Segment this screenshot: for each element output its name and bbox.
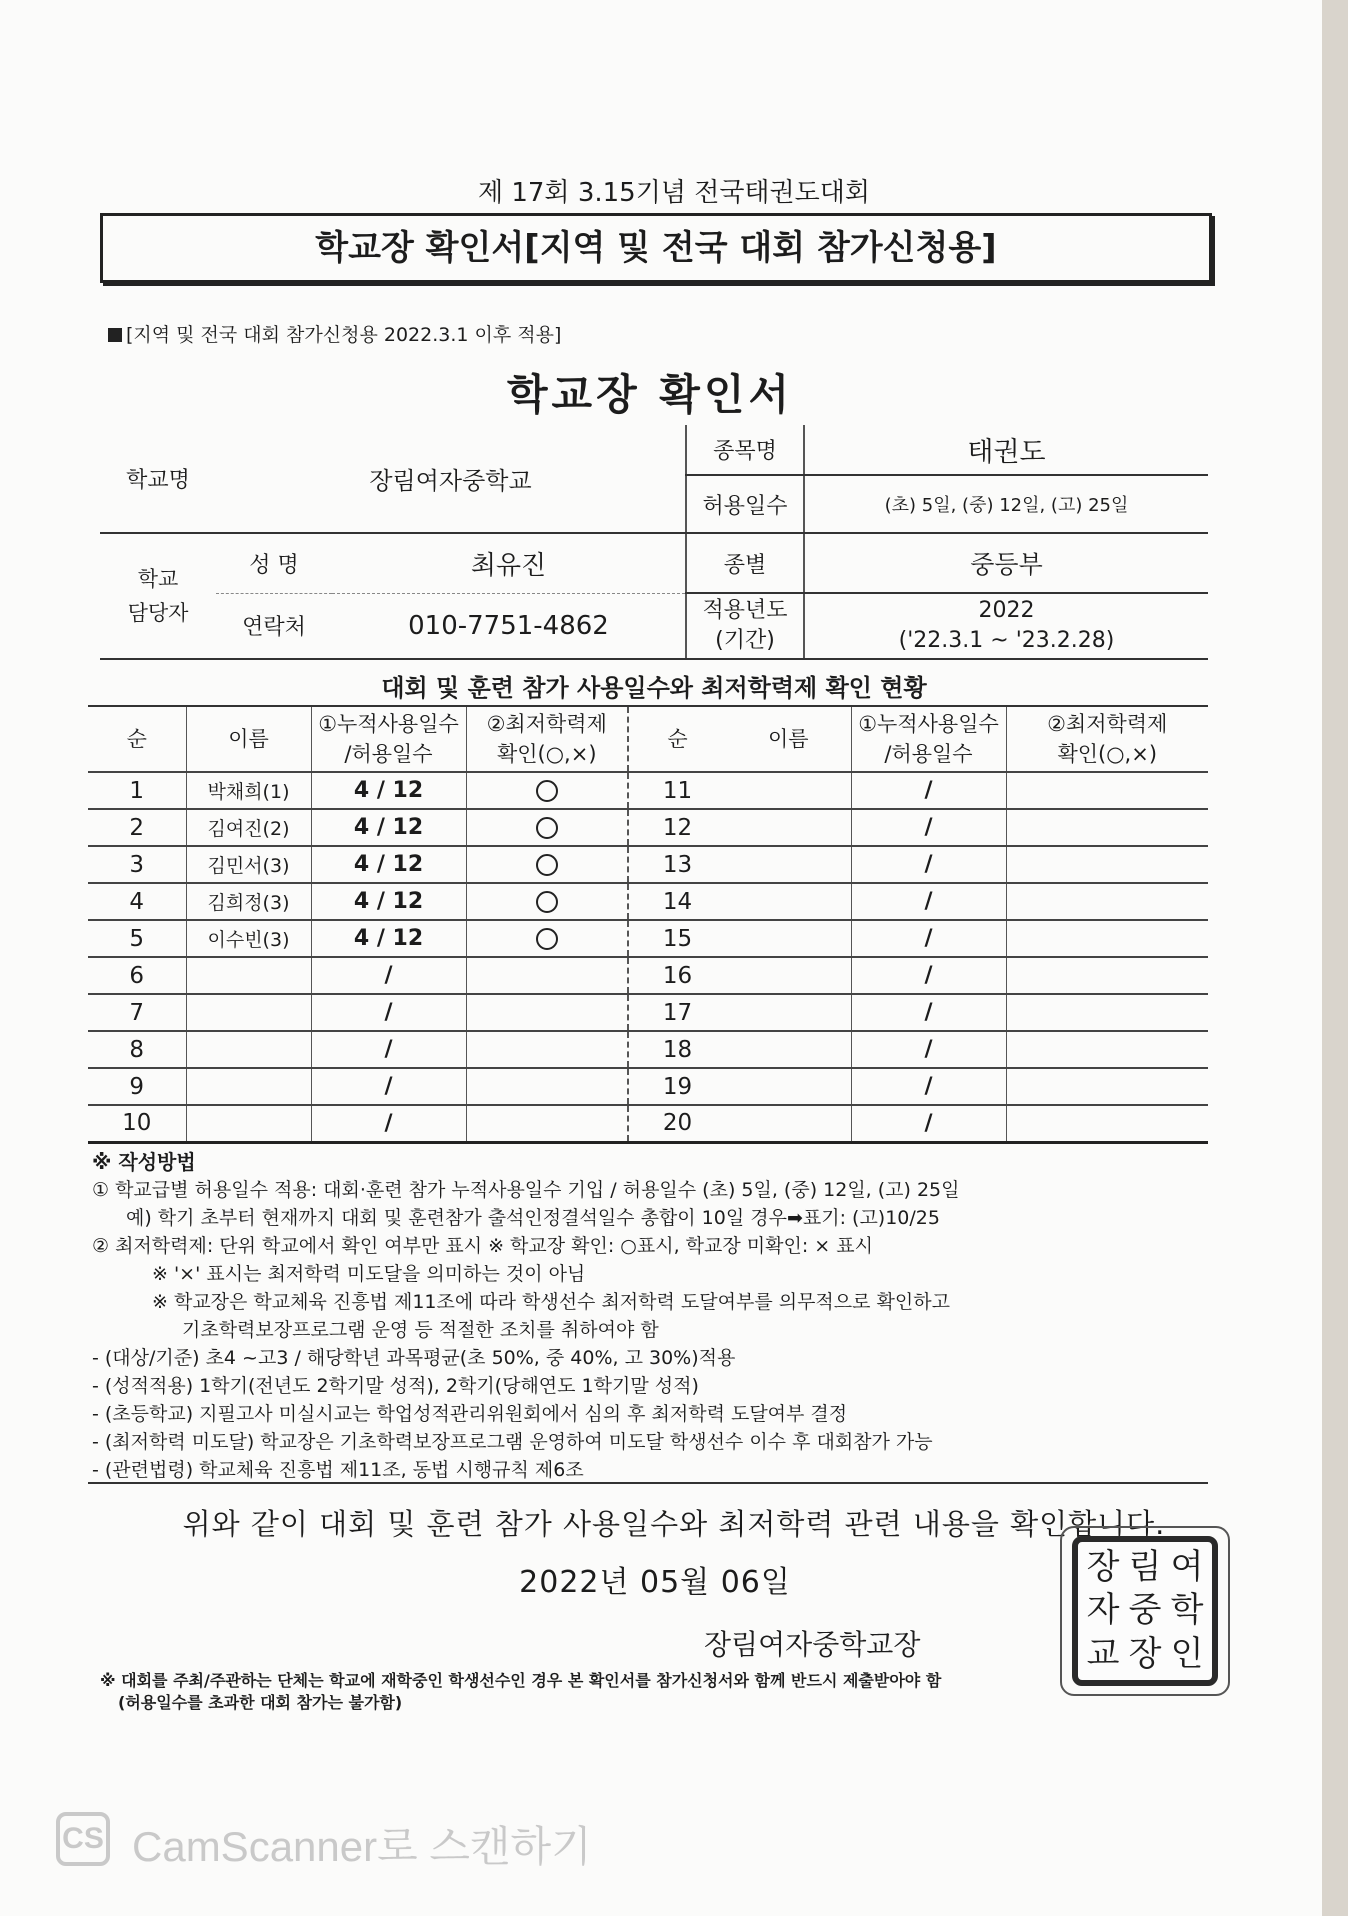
row-no: 10 xyxy=(88,1105,186,1142)
row-check-2 xyxy=(1006,883,1208,920)
row-days-2: / xyxy=(851,1105,1006,1142)
row-check xyxy=(466,883,628,920)
row-no-2: 13 xyxy=(628,846,726,883)
row-days-2: / xyxy=(851,809,1006,846)
row-check xyxy=(466,1105,628,1142)
table-header-row xyxy=(88,706,1208,772)
row-no-2: 15 xyxy=(628,920,726,957)
row-used: 4 xyxy=(353,815,370,840)
contact-group-label xyxy=(100,533,216,659)
allowed-days-label: 허용일수 xyxy=(686,475,804,533)
row-allowed: 12 xyxy=(392,889,424,914)
row-days: 4 / 12 xyxy=(311,846,466,883)
instruction-note-principal-cont: 기초학력보장프로그램 운영 등 적절한 조치를 취하여야 함 xyxy=(182,1319,659,1341)
row-no: 5 xyxy=(88,920,186,957)
divider xyxy=(88,1482,1208,1484)
contact-group-line2: 담당자 xyxy=(127,601,189,625)
row-days: / xyxy=(311,994,466,1031)
row-no-2: 16 xyxy=(628,957,726,994)
year-value-line1: 2022 xyxy=(978,598,1035,623)
row-name-2 xyxy=(726,846,851,883)
table-row xyxy=(88,772,1208,809)
header-days-2-line2: /허용일수 xyxy=(884,742,973,766)
main-title: 학교장 확인서 xyxy=(506,370,794,419)
confirmation-date: 2022년 05월 06일 xyxy=(519,1565,791,1600)
phone-label: 연락처 xyxy=(216,593,332,659)
table-row xyxy=(88,994,1208,1031)
instruction-grades: - (성적적용) 1학기(전년도 2학기말 성적), 2학기(당해연도 1학기말 성적) xyxy=(92,1375,699,1397)
row-check-2 xyxy=(1006,920,1208,957)
header-days-line2: /허용일수 xyxy=(344,742,433,766)
row-no: 7 xyxy=(88,994,186,1031)
instructions-heading: ※ 작성방법 xyxy=(92,1150,196,1174)
row-days-2: / xyxy=(851,846,1006,883)
instruction-note-principal: ※ 학교장은 학교체육 진흥법 제11조에 따라 학생선수 최저학력 도달여부를 의무적으로 확인하고 xyxy=(152,1291,950,1313)
school-label: 학교명 xyxy=(100,425,216,533)
instruction-note-x: ※ '×' 표시는 최저학력 미도달을 의미하는 것이 아님 xyxy=(152,1263,586,1285)
row-used: 4 xyxy=(353,889,370,914)
row-check xyxy=(466,846,628,883)
row-name-2 xyxy=(726,772,851,809)
year-label-line2: (기간) xyxy=(715,628,775,653)
school-seal xyxy=(1072,1536,1218,1686)
footer-line1: ※ 대회를 주최/주관하는 단체는 학교에 재학중인 학생선수인 경우 본 확인서를 참가신청서와 함께 반드시 제출받아야 함 xyxy=(100,1671,942,1690)
header-name-2: 이름 xyxy=(726,706,851,772)
signer-name: 장림여자중학교장 xyxy=(704,1628,921,1661)
row-name: 이수빈(3) xyxy=(186,920,311,957)
row-no-2: 12 xyxy=(628,809,726,846)
header-days-line1: ①누적사용일수 xyxy=(318,712,459,736)
row-no-2: 17 xyxy=(628,994,726,1031)
row-days: / xyxy=(311,1068,466,1105)
instruction-1: ① 학교급별 허용일수 적용: 대회·훈련 참가 누적사용일수 기입 / 허용일수 (초) 5일, (중) 12일, (고) 25일 xyxy=(92,1179,960,1201)
row-name xyxy=(186,1031,311,1068)
row-no: 6 xyxy=(88,957,186,994)
row-days-2: / xyxy=(851,1031,1006,1068)
row-name-2 xyxy=(726,1068,851,1105)
seal-char: 자 xyxy=(1086,1590,1120,1631)
row-allowed: 12 xyxy=(392,926,424,951)
row-name xyxy=(186,994,311,1031)
row-days-2: / xyxy=(851,772,1006,809)
footer-line2: (허용일수를 초과한 대회 참가는 불가함) xyxy=(118,1693,403,1712)
row-allowed: 12 xyxy=(392,852,424,877)
contact-group-line1: 학교 xyxy=(137,567,179,591)
row-name-2 xyxy=(726,957,851,994)
instruction-2: ② 최저학력제: 단위 학교에서 확인 여부만 표시 ※ 학교장 확인: ○표시, 학교장 미확인: × 표시 xyxy=(92,1235,873,1257)
level-label: 종별 xyxy=(686,533,804,593)
table-row xyxy=(88,920,1208,957)
row-days: 4 / 12 xyxy=(311,883,466,920)
row-check-2 xyxy=(1006,1031,1208,1068)
event-title: 제 17회 3.15기념 전국태권도대회 xyxy=(477,178,871,208)
camscanner-logo-icon: CS xyxy=(56,1812,110,1866)
row-name-2 xyxy=(726,883,851,920)
seal-char: 장 xyxy=(1086,1547,1120,1587)
header-days-2 xyxy=(851,706,1006,772)
sport-label: 종목명 xyxy=(686,425,804,475)
row-name-2 xyxy=(726,920,851,957)
row-no-2: 11 xyxy=(628,772,726,809)
row-name xyxy=(186,1068,311,1105)
instruction-elementary: - (초등학교) 지필고사 미실시교는 학업성적관리위원회에서 심의 후 최저학력 도달여부 결정 xyxy=(92,1403,848,1425)
year-value-line2: ('22.3.1 ~ '23.2.28) xyxy=(898,628,1115,653)
row-check-2 xyxy=(1006,994,1208,1031)
row-check-2 xyxy=(1006,846,1208,883)
instruction-unmet: - (최저학력 미도달) 학교장은 기초학력보장프로그램 운영하여 미도달 학생선수 이수 후 대회참가 가능 xyxy=(92,1431,933,1453)
row-used: 4 xyxy=(353,852,370,877)
row-name: 김여진(2) xyxy=(186,809,311,846)
check-circle-icon xyxy=(536,928,558,950)
row-check xyxy=(466,772,628,809)
info-table xyxy=(100,425,1208,660)
row-days: / xyxy=(311,957,466,994)
header-check-2-line2: 확인(○,×) xyxy=(1057,742,1158,766)
footer-note xyxy=(100,1670,941,1714)
row-name: 김민서(3) xyxy=(186,846,311,883)
applicability-note xyxy=(108,320,561,347)
row-used: 4 xyxy=(353,926,370,951)
school-value: 장림여자중학교 xyxy=(216,425,686,533)
header-no: 순 xyxy=(88,706,186,772)
row-no: 9 xyxy=(88,1068,186,1105)
year-label-line1: 적용년도 xyxy=(702,598,788,623)
header-days-2-line1: ①누적사용일수 xyxy=(858,712,999,736)
header-check-2 xyxy=(1006,706,1208,772)
row-check-2 xyxy=(1006,772,1208,809)
row-days-2: / xyxy=(851,883,1006,920)
row-no-2: 14 xyxy=(628,883,726,920)
row-no: 8 xyxy=(88,1031,186,1068)
header-check xyxy=(466,706,628,772)
seal-char: 교 xyxy=(1086,1633,1120,1674)
check-circle-icon xyxy=(536,891,558,913)
table-row xyxy=(88,1105,1208,1142)
applicability-note-text: [지역 및 전국 대회 참가신청용 2022.3.1 이후 적용] xyxy=(126,324,562,346)
row-name-2 xyxy=(726,1031,851,1068)
box-title: 학교장 확인서[지역 및 전국 대회 참가신청용] xyxy=(100,213,1212,283)
check-circle-icon xyxy=(536,780,558,802)
sport-value: 태권도 xyxy=(804,425,1208,475)
header-check-line2: 확인(○,×) xyxy=(496,742,597,766)
instruction-target: - (대상/기준) 초4 ~고3 / 해당학년 과목평균(초 50%, 중 40%, 고 30%)적용 xyxy=(92,1347,736,1369)
table-body xyxy=(88,772,1208,1142)
status-table xyxy=(88,705,1208,1144)
row-allowed: 12 xyxy=(392,778,424,803)
table-row xyxy=(88,957,1208,994)
row-check xyxy=(466,994,628,1031)
check-circle-icon xyxy=(536,817,558,839)
row-no: 4 xyxy=(88,883,186,920)
seal-char: 인 xyxy=(1170,1633,1204,1674)
name-label: 성 명 xyxy=(216,533,332,593)
row-days-2: / xyxy=(851,994,1006,1031)
instruction-example: 예) 학기 초부터 현재까지 대회 및 훈련참가 출석인정결석일수 총합이 10일 경우➡표기: (고)10/25 xyxy=(126,1207,940,1229)
row-no-2: 20 xyxy=(628,1105,726,1142)
row-days: 4 / 12 xyxy=(311,920,466,957)
row-days: 4 / 12 xyxy=(311,809,466,846)
row-check xyxy=(466,920,628,957)
row-check-2 xyxy=(1006,957,1208,994)
row-days-2: / xyxy=(851,957,1006,994)
row-check xyxy=(466,1031,628,1068)
table-row xyxy=(88,1031,1208,1068)
row-name: 박채희(1) xyxy=(186,772,311,809)
row-check-2 xyxy=(1006,1105,1208,1142)
row-no-2: 18 xyxy=(628,1031,726,1068)
page-edge-shadow xyxy=(1322,0,1348,1916)
seal-char: 림 xyxy=(1128,1547,1162,1587)
table-row xyxy=(88,883,1208,920)
instruction-law: - (관련법령) 학교체육 진흥법 제11조, 동법 시행규칙 제6조 xyxy=(92,1459,584,1481)
row-no: 1 xyxy=(88,772,186,809)
year-label xyxy=(686,593,804,659)
row-allowed: 12 xyxy=(392,815,424,840)
row-days: / xyxy=(311,1031,466,1068)
header-check-2-line1: ②최저학력제 xyxy=(1047,712,1168,736)
row-used: 4 xyxy=(353,778,370,803)
row-check xyxy=(466,809,628,846)
row-check-2 xyxy=(1006,809,1208,846)
allowed-days-value: (초) 5일, (중) 12일, (고) 25일 xyxy=(804,475,1208,533)
table-row xyxy=(88,1068,1208,1105)
name-value: 최유진 xyxy=(332,533,686,593)
header-name: 이름 xyxy=(186,706,311,772)
row-name-2 xyxy=(726,994,851,1031)
seal-char: 여 xyxy=(1170,1547,1204,1587)
header-check-line1: ②최저학력제 xyxy=(486,712,607,736)
row-name xyxy=(186,1105,311,1142)
row-days: / xyxy=(311,1105,466,1142)
row-name xyxy=(186,957,311,994)
writing-instructions xyxy=(92,1148,1212,1484)
header-no-2: 순 xyxy=(628,706,726,772)
row-name-2 xyxy=(726,809,851,846)
row-no-2: 19 xyxy=(628,1068,726,1105)
level-value: 중등부 xyxy=(804,533,1208,593)
table-row xyxy=(88,846,1208,883)
header-days xyxy=(311,706,466,772)
row-days-2: / xyxy=(851,920,1006,957)
table-row xyxy=(88,809,1208,846)
status-title: 대회 및 훈련 참가 사용일수와 최저학력제 확인 현황 xyxy=(381,674,927,702)
row-no: 2 xyxy=(88,809,186,846)
row-days-2: / xyxy=(851,1068,1006,1105)
phone-value: 010-7751-4862 xyxy=(332,593,686,659)
row-days: 4 / 12 xyxy=(311,772,466,809)
row-name-2 xyxy=(726,1105,851,1142)
row-no: 3 xyxy=(88,846,186,883)
seal-char: 중 xyxy=(1128,1590,1162,1631)
check-circle-icon xyxy=(536,854,558,876)
seal-char: 학 xyxy=(1170,1590,1204,1631)
confirmation-statement: 위와 같이 대회 및 훈련 참가 사용일수와 최저학력 관련 내용을 확인합니다. xyxy=(182,1507,1166,1541)
row-check xyxy=(466,957,628,994)
camscanner-watermark: CamScanner로 스캔하기 xyxy=(132,1823,592,1870)
square-bullet-icon xyxy=(108,328,122,342)
year-value xyxy=(804,593,1208,659)
row-check xyxy=(466,1068,628,1105)
seal-char: 장 xyxy=(1128,1633,1162,1674)
row-name: 김희정(3) xyxy=(186,883,311,920)
row-check-2 xyxy=(1006,1068,1208,1105)
